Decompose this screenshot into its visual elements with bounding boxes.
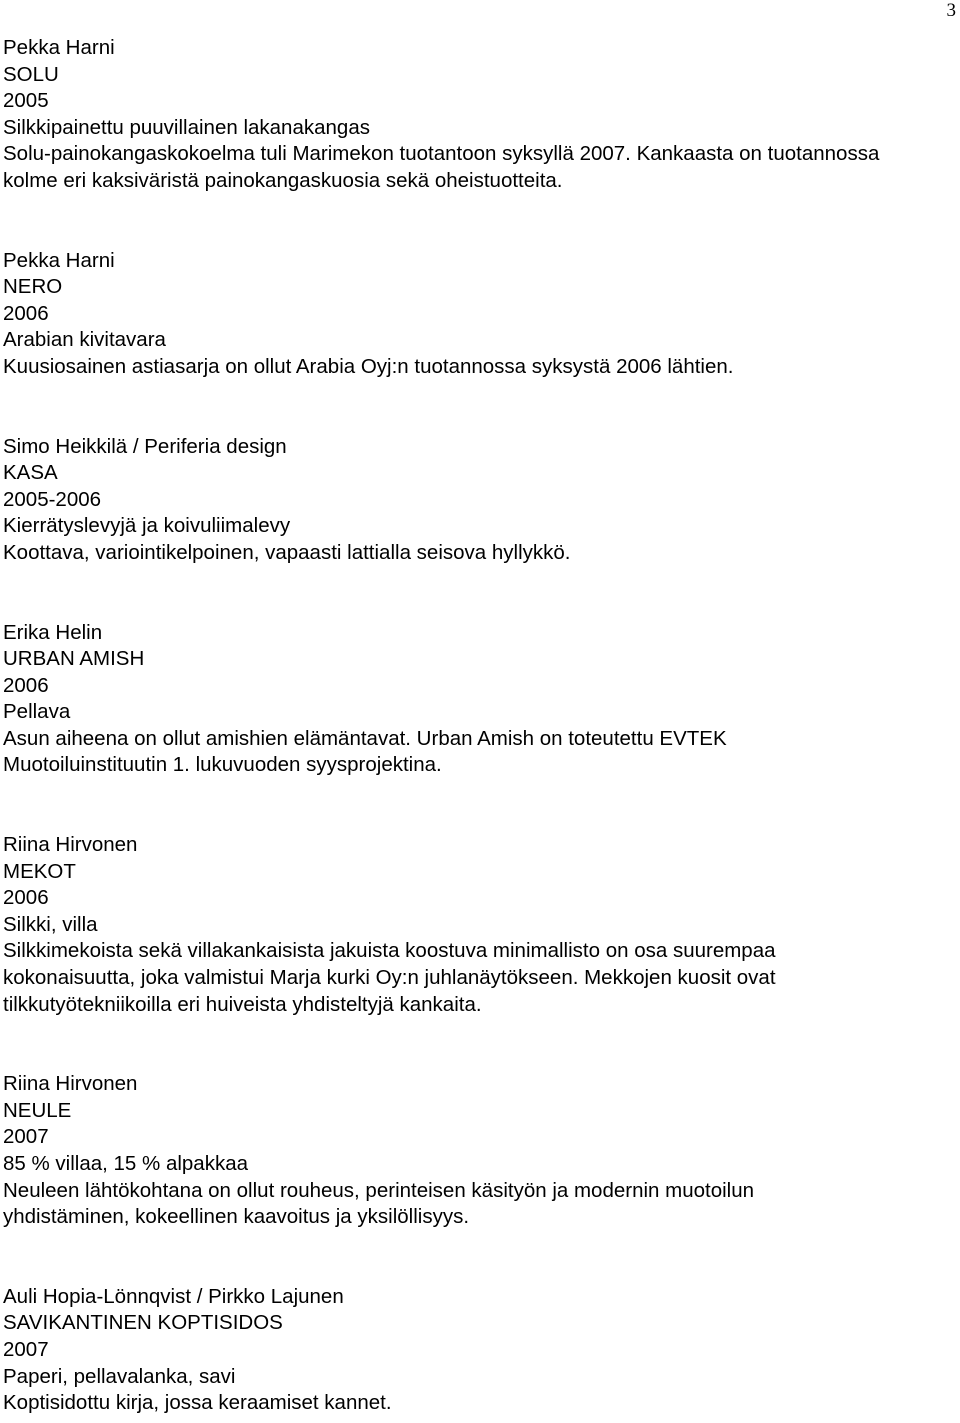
entry-title: NEULE xyxy=(3,1098,72,1122)
entry-designer: Erika Helin xyxy=(3,620,103,644)
entry-designer: Pekka Harni xyxy=(3,248,115,272)
entry-year: 2007 xyxy=(3,1337,49,1361)
entry-title: URBAN AMISH xyxy=(3,647,145,671)
entry-designer: Pekka Harni xyxy=(3,36,115,59)
entry-title: MEKOT xyxy=(3,859,76,883)
entry-kasa xyxy=(3,434,883,567)
entry-year: 2006 xyxy=(3,886,49,910)
entry-material: 85 % villaa, 15 % alpakkaa xyxy=(3,1152,249,1175)
entry-nero xyxy=(3,248,883,381)
entry-designer: Simo Heikkilä / Periferia design xyxy=(3,434,287,458)
entry-year: 2005 xyxy=(3,89,49,113)
entry-description: Koottava, variointikelpoinen, vapaasti lattialla seisova hyllykkö. xyxy=(3,540,571,564)
entry-material: Pellava xyxy=(3,700,71,724)
entry-description: Neuleen lähtökohtana on ollut rouheus, perinteisen käsityön ja modernin muotoilun yhdistäminen, kokeellinen kaavoitus ja yksilöllisyys. xyxy=(3,1178,755,1229)
entry-material: Kierrätyslevyjä ja koivuliimalevy xyxy=(3,514,291,538)
entry-year: 2007 xyxy=(3,1125,49,1149)
entry-description: Kuusiosainen astiasarja on ollut Arabia Oyj:n tuotannossa syksystä 2006 lähtien. xyxy=(3,354,734,378)
entry-designer: Riina Hirvonen xyxy=(3,1072,138,1096)
entry-material: Arabian kivitavara xyxy=(3,328,166,352)
entry-material: Silkkipainettu puuvillainen lakanakangas xyxy=(3,115,370,139)
entry-solu xyxy=(3,35,883,195)
entry-designer: Auli Hopia-Lönnqvist / Pirkko Lajunen xyxy=(3,1284,344,1308)
entry-title: SOLU xyxy=(3,62,59,86)
entry-material: Silkki, villa xyxy=(3,912,98,936)
page-number: 3 xyxy=(946,0,956,21)
entry-neule xyxy=(3,1071,883,1231)
entry-title: KASA xyxy=(3,461,58,485)
entry-description: Asun aiheena on ollut amishien elämäntavat. Urban Amish on toteutettu EVTEK Muotoiluinstituutin 1. lukuvuoden syysprojektina. xyxy=(3,726,727,777)
entry-year: 2006 xyxy=(3,673,49,697)
entry-mekot xyxy=(3,832,883,1018)
entry-material: Paperi, pellavalanka, savi xyxy=(3,1364,236,1388)
entry-urban-amish xyxy=(3,620,883,780)
entry-title: NERO xyxy=(3,275,63,299)
document-body xyxy=(3,35,883,1417)
entry-year: 2005-2006 xyxy=(3,487,102,511)
entry-description: Koptisidottu kirja, jossa keraamiset kannet. xyxy=(3,1391,392,1415)
entry-year: 2006 xyxy=(3,301,49,325)
entry-designer: Riina Hirvonen xyxy=(3,833,138,857)
entry-savikantinen-koptisidos xyxy=(3,1284,883,1417)
entry-description: Silkkimekoista sekä villakankaisista jakuista koostuva minimallisto on osa suurempaa kokonaisuutta, joka valmistui Marja kurki Oy:n juhlanäytökseen. Mekkojen kuosit ovat tilkkutyötekniikoilla eri huiveista yhdisteltyjä kankaita. xyxy=(3,939,776,1016)
entry-description: Solu-painokangaskokoelma tuli Marimekon tuotantoon syksyllä 2007. Kankaasta on tuotannossa kolme eri kaksiväristä painokangaskuosia sekä oheistuotteita. xyxy=(3,142,880,192)
entry-title: SAVIKANTINEN KOPTISIDOS xyxy=(3,1311,283,1335)
